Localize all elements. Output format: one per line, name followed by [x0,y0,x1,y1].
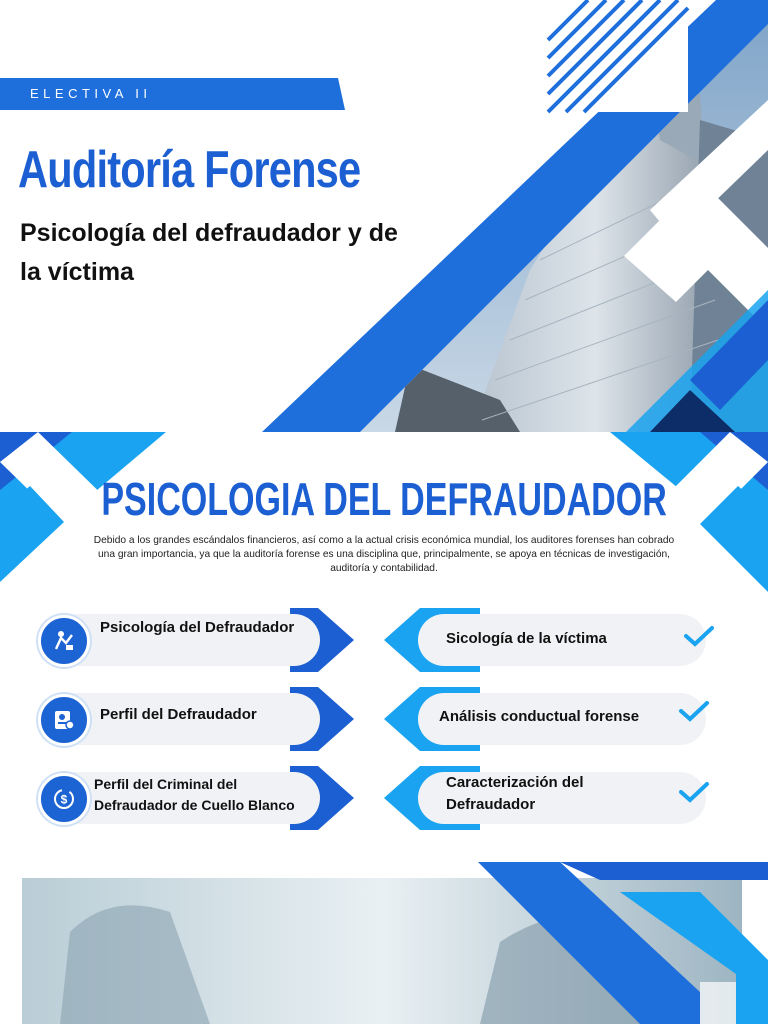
item-label: Perfil del Defraudador [100,706,257,723]
profile-card-icon [38,694,90,746]
item-label: Caracterización del Defraudador [446,774,584,813]
item-label: Psicología del Defraudador [100,619,295,636]
section-page [0,432,768,862]
section-intro: Debido a los grandes escándalos financieros, así como a la actual crisis económica mundial, los auditores forenses han cobrado una gran importancia, ya que la auditoría forense es una disciplina que, principalmente, se apoya en técnicas de investigación, auditoría y contabilidad. [93,535,675,574]
check-icon [678,699,710,723]
stripe-pattern [528,0,688,112]
item-label: Análisis conductual forense [439,708,640,725]
section-title: PSICOLOGIA DEL DEFRAUDADOR [101,473,667,525]
svg-text:$: $ [60,792,68,807]
check-icon [683,624,715,648]
item-label: Perfil del Criminal del Defraudador de Cuello Blanco [94,776,295,813]
preview-background [0,862,768,1024]
cover-title: Auditoría Forense [18,141,361,199]
next-page-preview [0,862,768,1024]
item-label: Sicología de la víctima [446,630,607,647]
elective-label: ELECTIVA II [30,86,152,101]
check-icon [678,780,710,804]
cover-page [0,0,768,432]
cover-subtitle: Psicología del defraudador y de la víctima [20,219,398,286]
person-chart-icon [38,615,90,667]
dollar-cycle-icon [38,773,90,825]
